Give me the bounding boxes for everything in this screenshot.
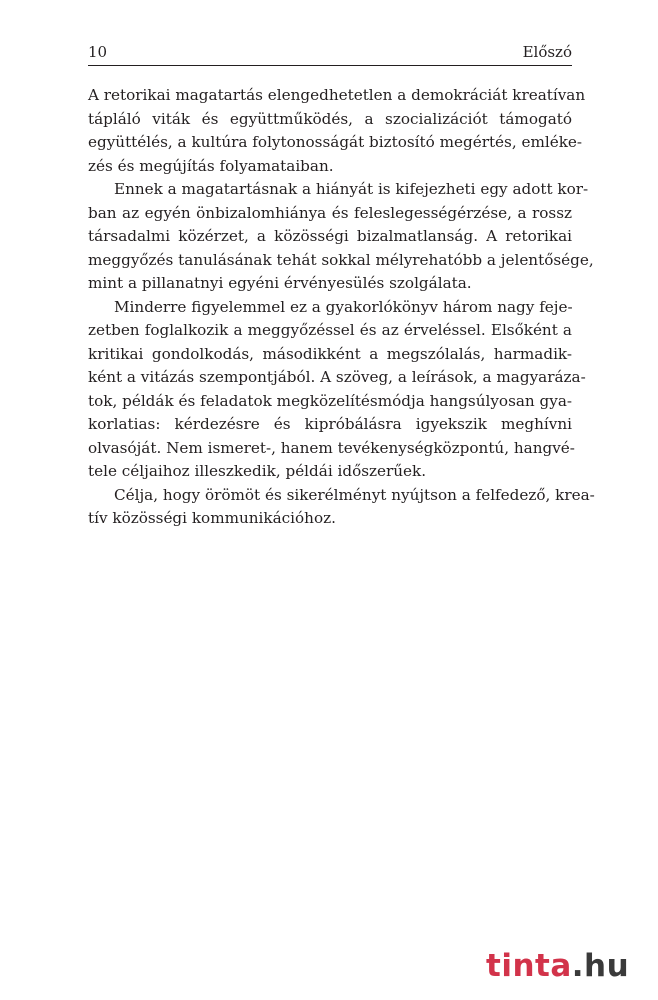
watermark-name: tinta (486, 948, 572, 984)
page-header (88, 42, 572, 62)
text-line: A retorikai magatartás elengedhetetlen a demokráciát kreatívan (88, 86, 586, 104)
text-line: zetben foglalkozik a meggyőzéssel és az érveléssel. Elsőként a (88, 321, 572, 339)
text-line: olvasóját. Nem ismeret-, hanem tevékenységközpontú, hangvé- (88, 438, 575, 457)
publisher-watermark (486, 948, 629, 984)
paragraph (88, 178, 594, 296)
text-line: Ennek a magatartásnak a hiányát is kifejezheti egy adott kor- (114, 180, 589, 198)
text-line: tápláló viták és együttműködés, a szocializációt támogató (88, 109, 572, 128)
text-line: Célja, hogy örömöt és sikerélményt nyújtson a felfedező, krea- (114, 485, 595, 504)
watermark-domain: .hu (571, 948, 630, 984)
running-head: Előszó (522, 43, 572, 61)
paragraph (88, 484, 595, 531)
text-line: tív közösségi kommunikációhoz. (88, 509, 336, 527)
text-line: tok, példák és feladatok megközelítésmódja hangsúlyosan gya- (88, 391, 573, 410)
body-text (88, 84, 595, 531)
paragraph (88, 84, 586, 178)
page-number: 10 (88, 43, 108, 61)
header-rule (88, 65, 572, 66)
text-line: mint a pillanatnyi egyéni érvényesülés szolgálata. (88, 274, 472, 292)
text-line: kritikai gondolkodás, másodikként a megszólalás, harmadik- (88, 344, 572, 363)
text-line: zés és megújítás folyamataiban. (88, 156, 334, 175)
text-line: korlatias: kérdezésre és kipróbálásra igyekszik meghívni (88, 415, 572, 433)
text-line: Minderre figyelemmel ez a gyakorlókönyv három nagy feje- (114, 297, 573, 316)
text-line: együttélés, a kultúra folytonosságát biztosító megértés, emléke- (88, 133, 583, 151)
text-line: társadalmi közérzet, a közösségi bizalmatlanság. A retorikai (88, 227, 572, 245)
text-line: tele céljaihoz illeszkedik, példái időszerűek. (88, 462, 427, 480)
text-line: ban az egyén önbizalomhiánya és feleslegességérzése, a rossz (88, 203, 572, 222)
text-line: meggyőzés tanulásának tehát sokkal mélyrehatóbb a jelentősége, (88, 250, 594, 269)
text-line: ként a vitázás szempontjából. A szöveg, a leírások, a magyaráza- (88, 368, 586, 386)
paragraph (88, 296, 586, 484)
